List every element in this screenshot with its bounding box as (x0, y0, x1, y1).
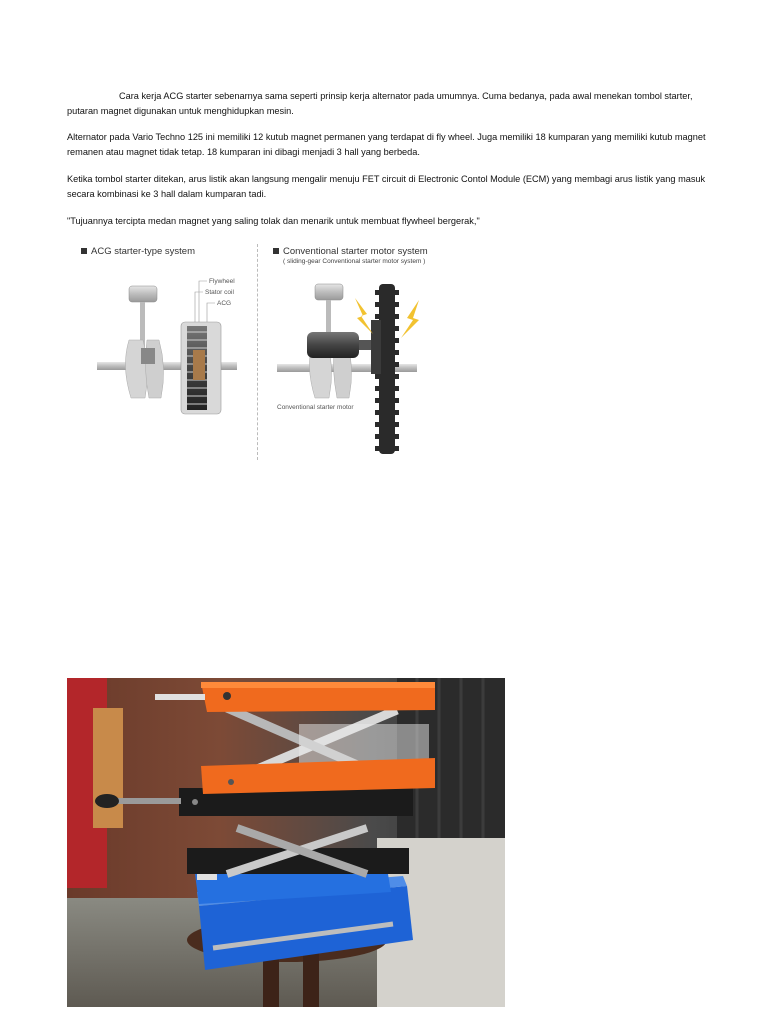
flywheel-label: Flywheel (209, 278, 235, 285)
paragraph-acg-intro-text: Cara kerja ACG starter sebenarnya sama seperti prinsip kerja alternator pada umumnya. Cuma bedanya, pada awal menekan tombol starter, putaran magnet digunakan untuk menghidupkan mesin. (67, 91, 693, 116)
paragraph-quote: "Tujuannya tercipta medan magnet yang saling tolak dan menarik untuk membuat flywheel bergerak," (67, 216, 480, 226)
stator-coil-label: Stator coil (205, 289, 234, 296)
starter-system-diagram (67, 240, 467, 462)
conventional-starter-motor-label: Conventional starter motor (277, 404, 354, 411)
acg-assembly (97, 281, 237, 414)
acg-panel-title: ACG starter-type system (81, 246, 195, 257)
paragraph-starter-button: Ketika tombol starter ditekan, arus listik akan langsung mengalir menuju FET circuit di Electronic Contol Module (ECM) yang membagi arus listik yang masuk secara kombinasi ke 3 hall dalam kumparan tadi. (67, 174, 706, 199)
conventional-assembly (277, 284, 419, 454)
stand-photo-drawing (67, 678, 505, 1007)
paragraph-acg-intro (67, 89, 707, 119)
conventional-panel-subtitle: ( sliding-gear Conventional starter motor system ) (283, 258, 426, 265)
diagram-drawing (67, 240, 467, 462)
acg-label: ACG (217, 300, 232, 307)
motorcycle-stand-photo (67, 678, 505, 1007)
conventional-panel-title: Conventional starter motor system (273, 246, 428, 257)
paragraph-alternator: Alternator pada Vario Techno 125 ini memiliki 12 kutub magnet permanen yang terdapat di fly wheel. Juga memiliki 18 kumparan yang memiliki kutub magnet remanen atau magnet tidak tetap. 18 kumparan ini dibagi menjadi 3 hall yang berbeda. (67, 132, 706, 157)
